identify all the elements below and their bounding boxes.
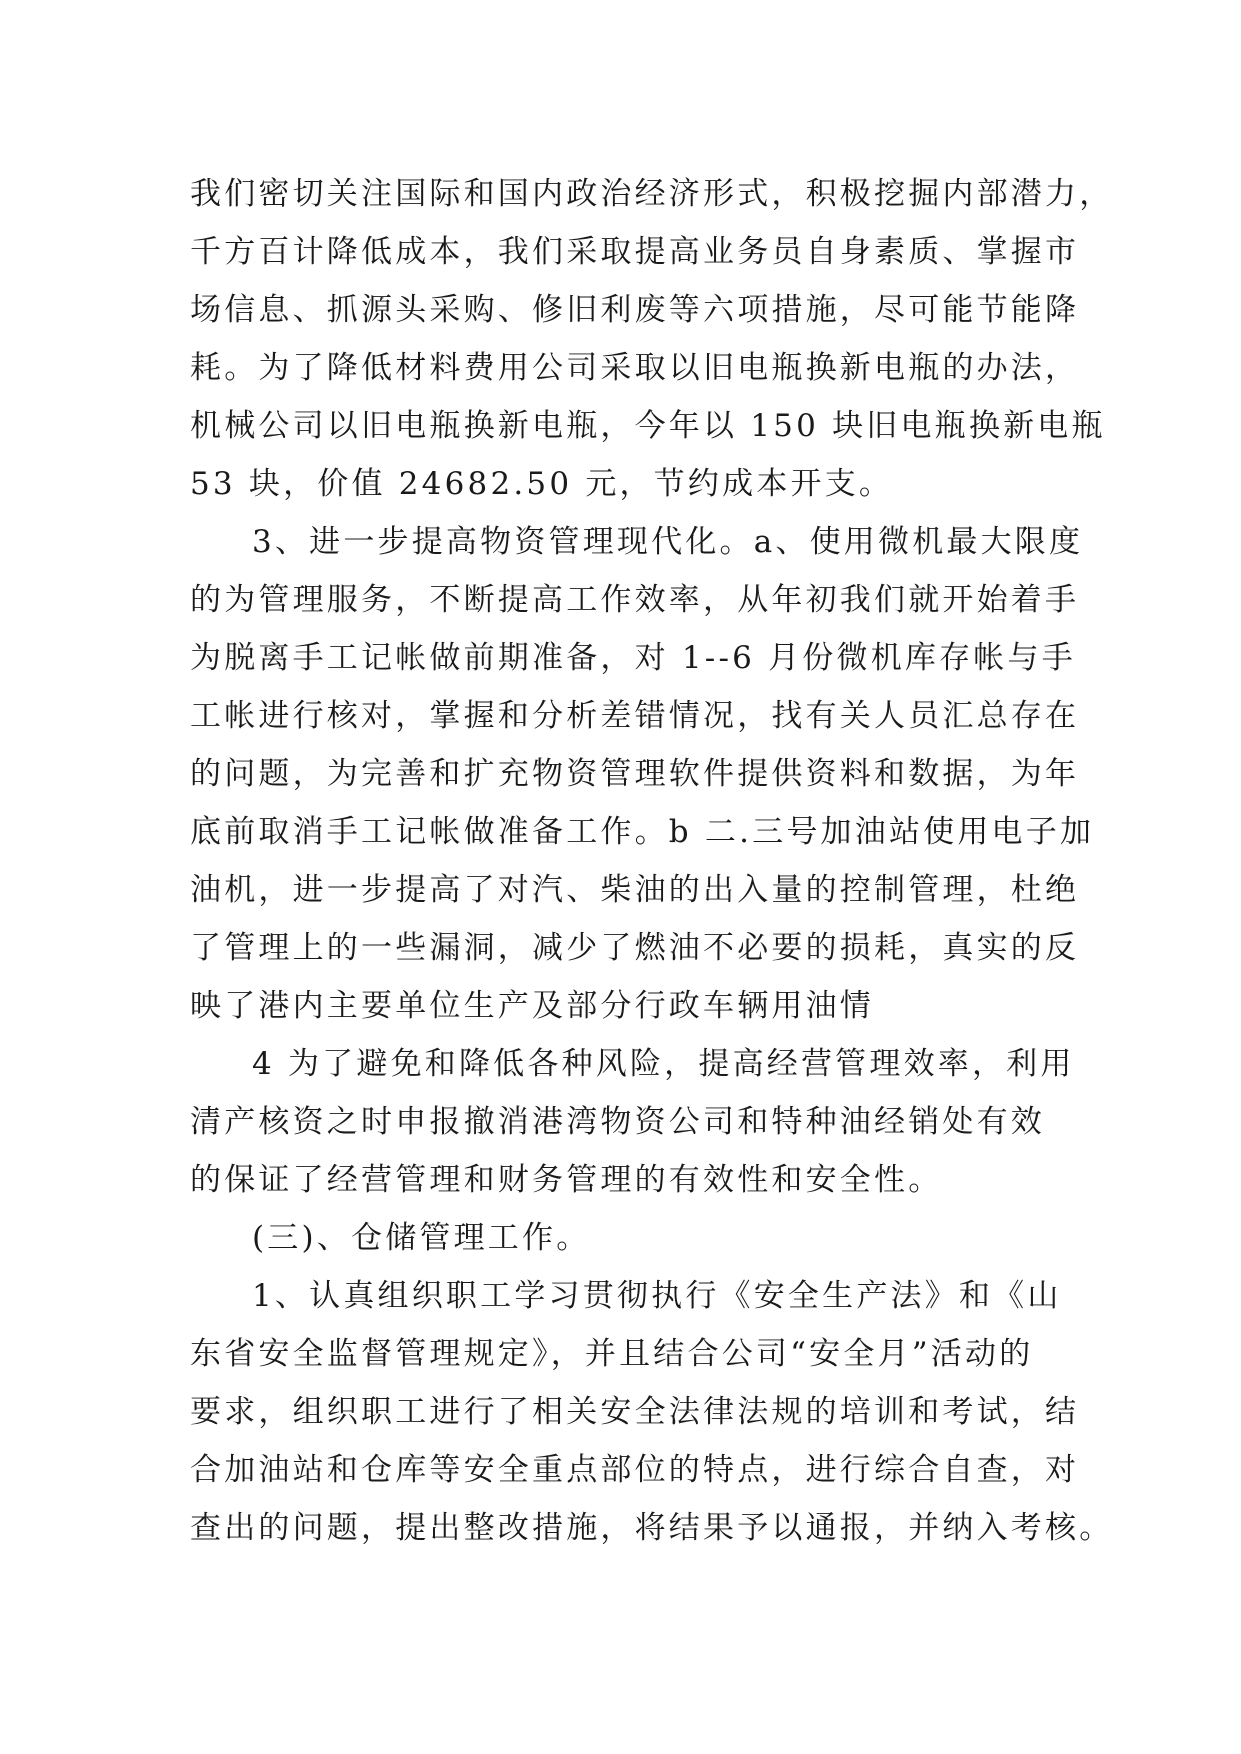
text-line: 场信息、抓源头采购、修旧利废等六项措施，尽可能节能降 [190, 292, 1080, 328]
text-line: (三)、仓储管理工作。 [252, 1220, 591, 1256]
text-line: 油机，进一步提高了对汽、柴油的出入量的控制管理，杜绝 [190, 872, 1080, 908]
text-line: 工帐进行核对，掌握和分析差错情况，找有关人员汇总存在 [190, 698, 1080, 734]
text-line: 了管理上的一些漏洞，减少了燃油不必要的损耗，真实的反 [190, 930, 1080, 966]
text-line: 的问题，为完善和扩充物资管理软件提供资料和数据，为年 [190, 756, 1080, 792]
text-line: 机械公司以旧电瓶换新电瓶，今年以 150 块旧电瓶换新电瓶 [190, 408, 1106, 444]
text-line: 4 为了避免和降低各种风险，提高经营管理效率，利用 [252, 1046, 1075, 1082]
text-line: 的保证了经营管理和财务管理的有效性和安全性。 [190, 1162, 943, 1198]
text-line: 合加油站和仓库等安全重点部位的特点，进行综合自查，对 [190, 1452, 1080, 1488]
text-line: 53 块，价值 24682.50 元，节约成本开支。 [190, 466, 894, 502]
text-line: 千方百计降低成本，我们采取提高业务员自身素质、掌握市 [190, 234, 1080, 270]
text-line: 3、进一步提高物资管理现代化。a、使用微机最大限度 [252, 524, 1084, 560]
text-line: 映了港内主要单位生产及部分行政车辆用油情 [190, 988, 874, 1024]
text-line: 查出的问题，提出整改措施，将结果予以通报，并纳入考核。 [190, 1510, 1114, 1546]
text-line: 为脱离手工记帐做前期准备，对 1--6 月份微机库存帐与手 [190, 640, 1076, 676]
text-line: 东省安全监督管理规定》，并且结合公司“安全月”活动的 [190, 1336, 1034, 1372]
text-line: 底前取消手工记帐做准备工作。b 二.三号加油站使用电子加 [190, 814, 1095, 850]
text-line: 的为管理服务，不断提高工作效率，从年初我们就开始着手 [190, 582, 1080, 618]
document-body [190, 165, 1114, 1557]
text-line: 要求，组织职工进行了相关安全法律法规的培训和考试，结 [190, 1394, 1080, 1430]
text-line: 耗。为了降低材料费用公司采取以旧电瓶换新电瓶的办法， [190, 350, 1080, 386]
text-line: 我们密切关注国际和国内政治经济形式，积极挖掘内部潜力， [190, 176, 1114, 212]
text-line: 清产核资之时申报撤消港湾物资公司和特种油经销处有效 [190, 1104, 1045, 1140]
text-line: 1、认真组织职工学习贯彻执行《安全生产法》和《山 [252, 1278, 1062, 1314]
